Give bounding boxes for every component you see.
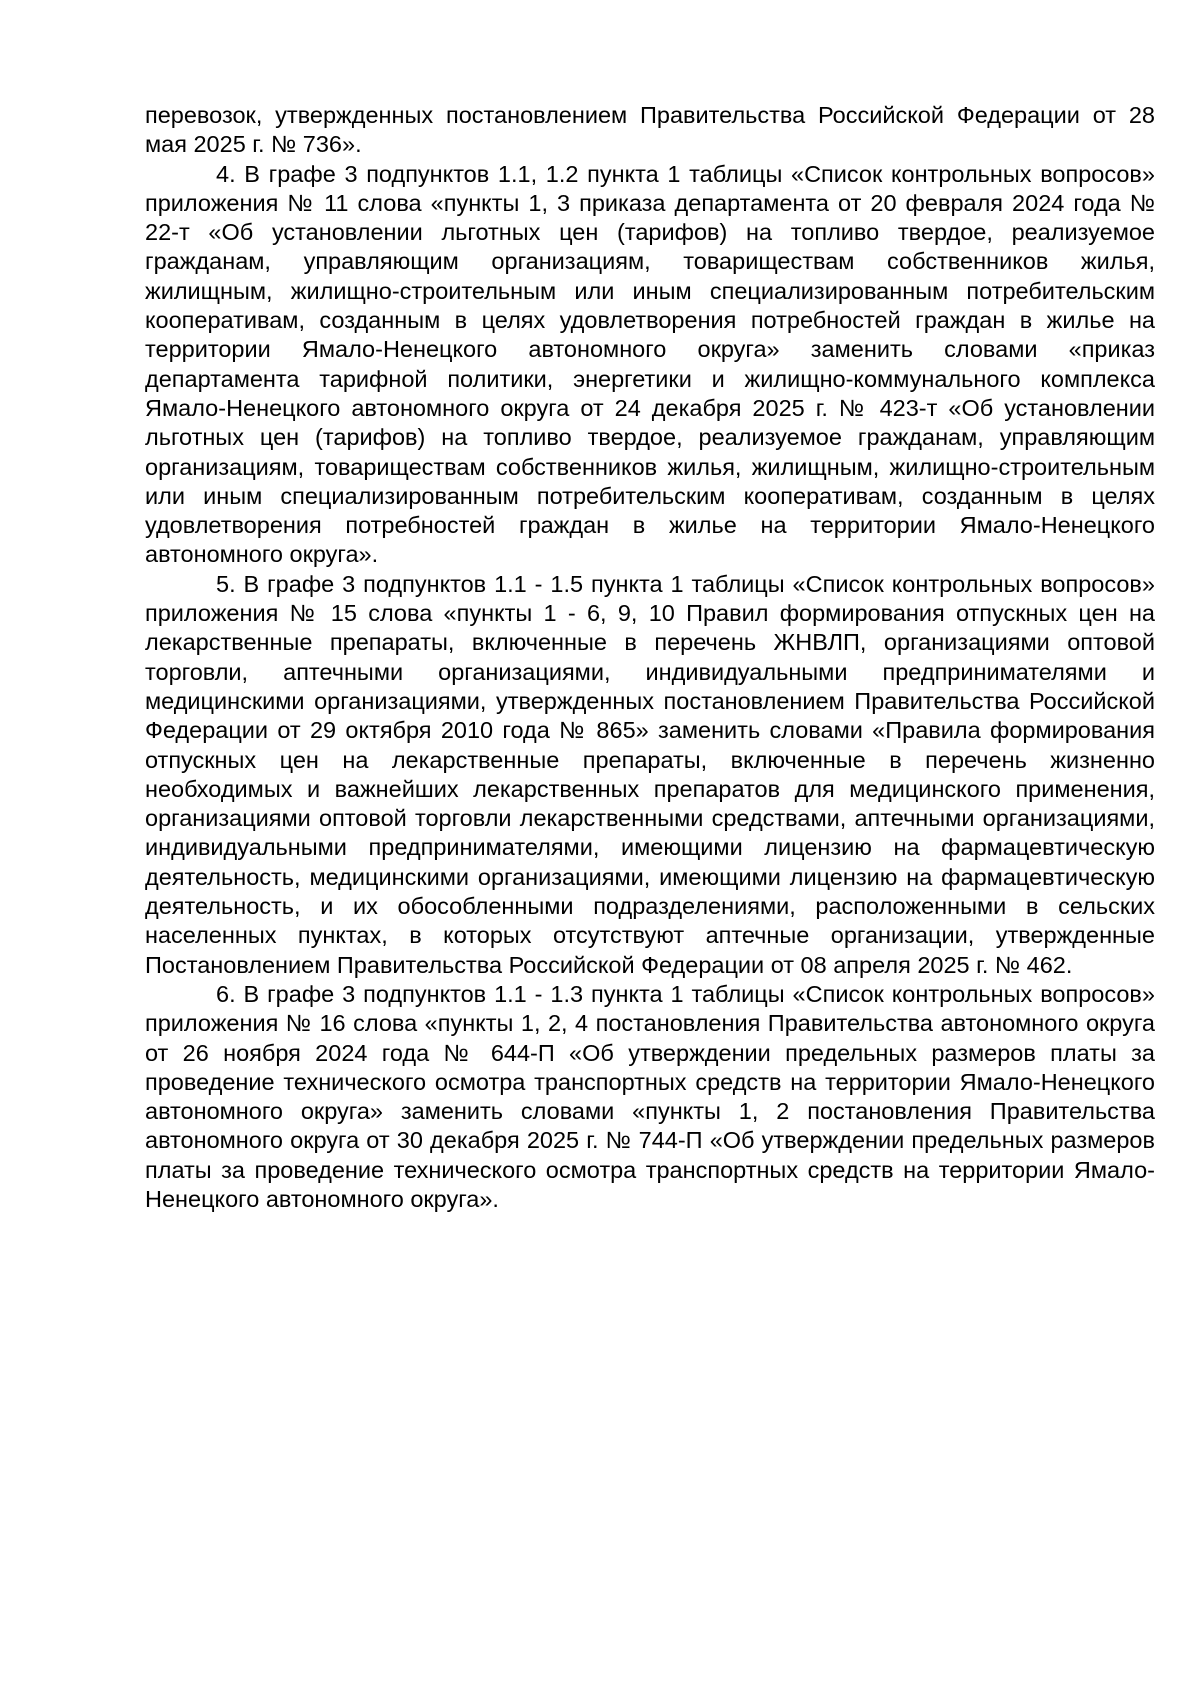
document-page <box>145 101 1155 1214</box>
paragraph-item-6: 6. В графе 3 подпунктов 1.1 - 1.3 пункта 1 таблицы «Список контрольных вопросов» приложения № 16 слова «пункты 1, 2, 4 постановления Правительства автономного округа от 26 ноября 2024 года № 644-П «Об утверждении предельных размеров платы за проведение технического осмотра транспортных средств на территории Ямало-Ненецкого автономного округа» заменить словами «пункты 1, 2 постановления Правительства автономного округа от 30 декабря 2025 г. № 744-П «Об утверждении предельных размеров платы за проведение технического осмотра транспортных средств на территории Ямало-Ненецкого автономного округа». <box>145 980 1155 1212</box>
paragraph-item-5: 5. В графе 3 подпунктов 1.1 - 1.5 пункта 1 таблицы «Список контрольных вопросов» приложения № 15 слова «пункты 1 - 6, 9, 10 Правил формирования отпускных цен на лекарственные препараты, включенные в перечень ЖНВЛП, организациями оптовой торговли, аптечными организациями, индивидуальными предпринимателями и медицинскими организациями, утвержденных постановлением Правительства Российской Федерации от 29 октября 2010 года № 865» заменить словами «Правила формирования отпускных цен на лекарственные препараты, включенные в перечень жизненно необходимых и важнейших лекарственных препаратов для медицинского применения, организациями оптовой торговли лекарственными средствами, аптечными организациями, индивидуальными предпринимателями, имеющими лицензию на фармацевтическую деятельность, медицинскими организациями, имеющими лицензию на фармацевтическую деятельность, и их обособленными подразделениями, расположенными в сельских населенных пунктах, в которых отсутствуют аптечные организации, утвержденные Постановлением Правительства Российской Федерации от 08 апреля 2025 г. № 462. <box>145 570 1155 978</box>
paragraph-item-4: 4. В графе 3 подпунктов 1.1, 1.2 пункта 1 таблицы «Список контрольных вопросов» приложения № 11 слова «пункты 1, 3 приказа департамента от 20 февраля 2024 года № 22-т «Об установлении льготных цен (тарифов) на топливо твердое, реализуемое гражданам, управляющим организациям, товариществам собственников жилья, жилищным, жилищно-строительным или иным специализированным потребительским кооперативам, созданным в целях удовлетворения потребностей граждан в жилье на территории Ямало-Ненецкого автономного округа» заменить словами «приказ департамента тарифной политики, энергетики и жилищно-коммунального комплекса Ямало-Ненецкого автономного округа от 24 декабря 2025 г. № 423-т «Об установлении льготных цен (тарифов) на топливо твердое, реализуемое гражданам, управляющим организациям, товариществам собственников жилья, жилищным, жилищно-строительным или иным специализированным потребительским кооперативам, созданным в целях удовлетворения потребностей граждан в жилье на территории Ямало-Ненецкого автономного округа». <box>145 160 1155 568</box>
paragraph-continuation: перевозок, утвержденных постановлением Правительства Российской Федерации от 28 мая 2025 г. № 736». <box>145 102 1155 158</box>
